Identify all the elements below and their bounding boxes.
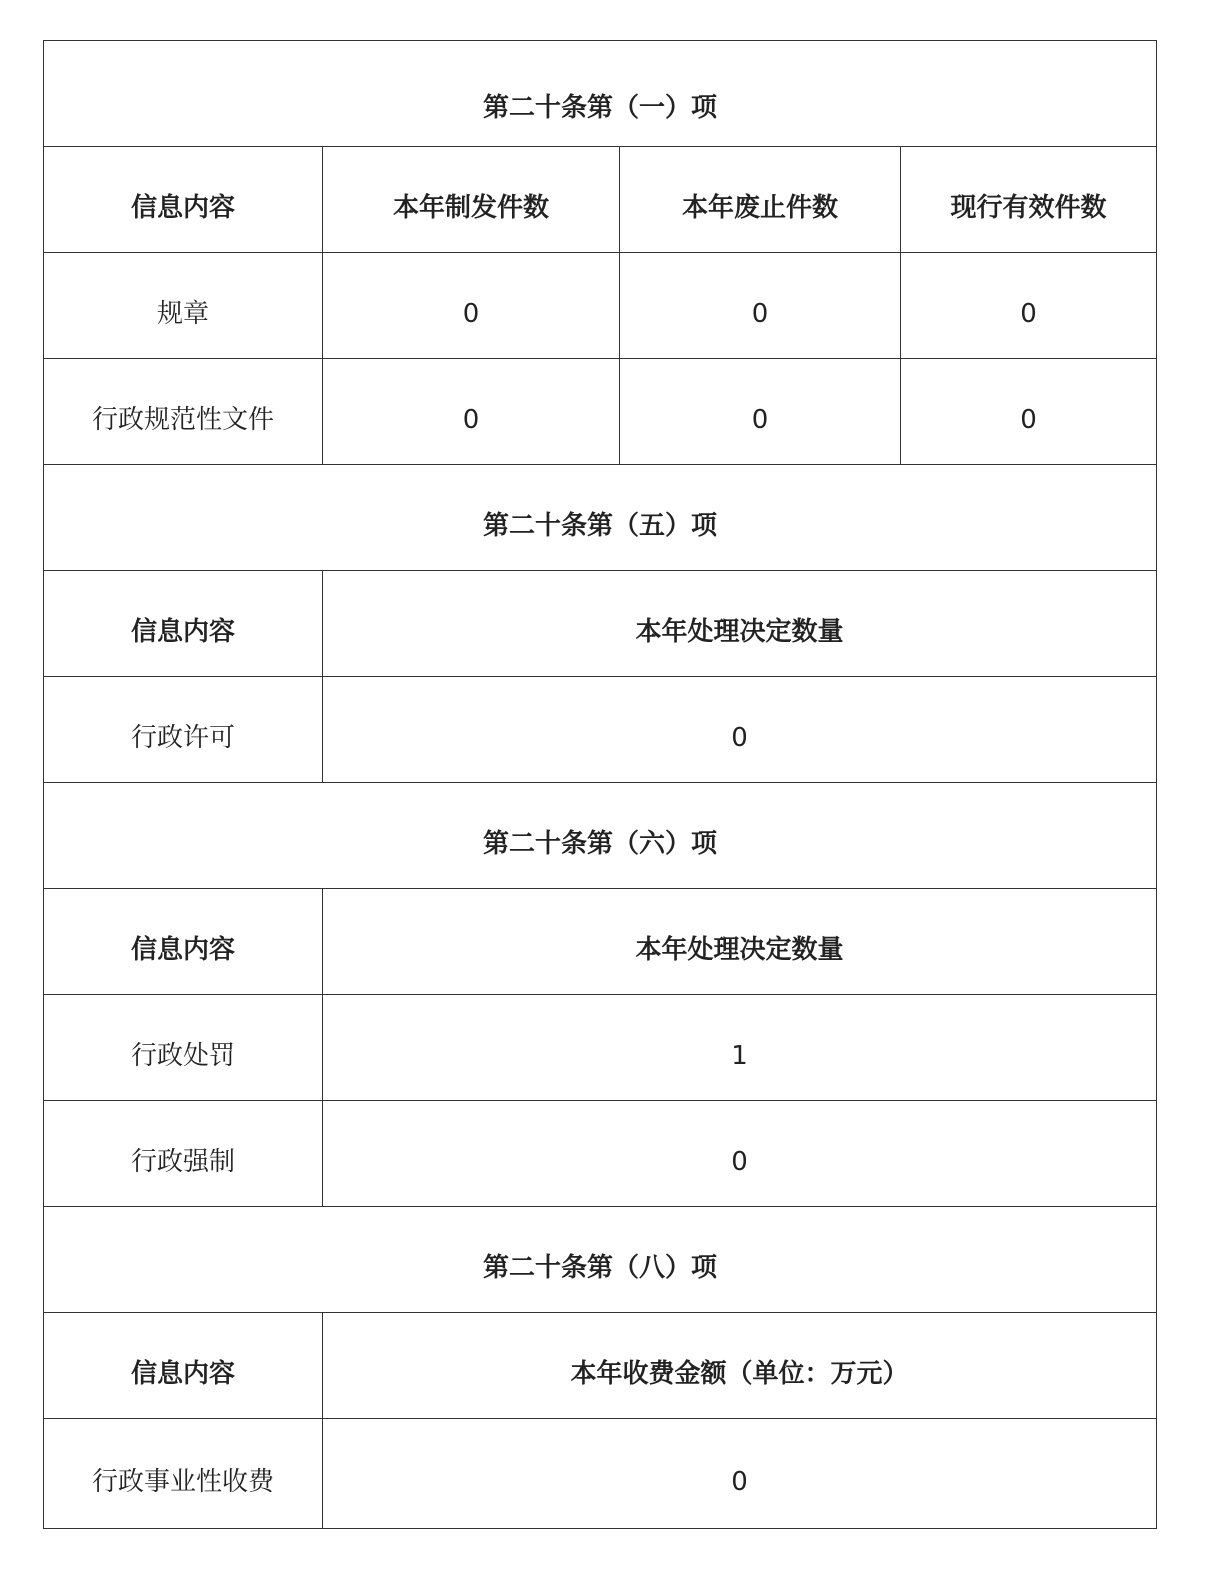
value-cell	[323, 995, 1157, 1101]
section-title-text: 第二十条第（六）项	[483, 828, 718, 859]
value-text: 0	[751, 404, 769, 435]
table-row	[44, 1419, 1157, 1529]
value-cell	[323, 1101, 1157, 1207]
value-cell	[620, 253, 901, 359]
header-cell	[323, 889, 1157, 995]
value-cell	[620, 359, 901, 465]
section-title-row	[44, 41, 1157, 147]
value-text: 0	[462, 404, 480, 435]
section-title-text: 第二十条第（一）项	[483, 92, 718, 123]
header-cell	[323, 147, 620, 253]
row-label: 行政规范性文件	[91, 404, 274, 435]
value-text: 1	[731, 1040, 748, 1071]
table-row	[44, 253, 1157, 359]
header-text: 信息内容	[130, 934, 235, 965]
row-label-cell	[44, 677, 323, 783]
row-label-cell	[44, 359, 323, 465]
header-text: 本年处理决定数量	[635, 934, 844, 965]
section-title-row	[44, 783, 1157, 889]
value-cell	[323, 677, 1157, 783]
value-cell	[901, 253, 1157, 359]
section-title-text: 第二十条第（五）项	[483, 510, 718, 541]
table-row	[44, 1101, 1157, 1207]
disclosure-table	[43, 40, 1157, 1529]
section-title	[44, 41, 1157, 147]
value-text: 0	[1020, 298, 1037, 329]
row-label-cell	[44, 1419, 323, 1529]
header-cell	[323, 571, 1157, 677]
row-label: 行政许可	[130, 722, 235, 753]
header-cell	[323, 1313, 1157, 1419]
row-label: 行政事业性收费	[91, 1466, 274, 1497]
header-cell	[44, 889, 323, 995]
header-text: 现行有效件数	[950, 192, 1107, 223]
table-row	[44, 359, 1157, 465]
header-text: 信息内容	[130, 616, 235, 647]
header-text: 本年制发件数	[392, 192, 549, 223]
value-cell	[323, 1419, 1157, 1529]
header-text: 本年收费金额（单位：万元）	[570, 1358, 909, 1389]
header-row	[44, 889, 1157, 995]
value-cell	[323, 359, 620, 465]
section-title-row	[44, 465, 1157, 571]
table-row	[44, 677, 1157, 783]
row-label: 规章	[156, 298, 209, 329]
value-text: 0	[731, 1146, 748, 1177]
value-text: 0	[751, 298, 769, 329]
value-text: 0	[731, 1466, 748, 1497]
table-row	[44, 995, 1157, 1101]
header-cell	[44, 147, 323, 253]
header-cell	[44, 1313, 323, 1419]
header-cell	[620, 147, 901, 253]
section-title	[44, 783, 1157, 889]
header-cell	[44, 571, 323, 677]
header-row	[44, 147, 1157, 253]
value-cell	[323, 253, 620, 359]
value-text: 0	[1020, 404, 1037, 435]
header-text: 信息内容	[130, 192, 235, 223]
section-title	[44, 465, 1157, 571]
row-label-cell	[44, 1101, 323, 1207]
header-text: 本年废止件数	[681, 192, 838, 223]
header-text: 本年处理决定数量	[635, 616, 844, 647]
value-text: 0	[462, 298, 480, 329]
header-row	[44, 571, 1157, 677]
section-title-text: 第二十条第（八）项	[483, 1252, 718, 1283]
header-text: 信息内容	[130, 1358, 235, 1389]
value-cell	[901, 359, 1157, 465]
row-label-cell	[44, 995, 323, 1101]
row-label-cell	[44, 253, 323, 359]
section-title	[44, 1207, 1157, 1313]
section-title-row	[44, 1207, 1157, 1313]
header-row	[44, 1313, 1157, 1419]
value-text: 0	[731, 722, 748, 753]
header-cell	[901, 147, 1157, 253]
row-label: 行政处罚	[130, 1040, 235, 1071]
row-label: 行政强制	[130, 1146, 235, 1177]
